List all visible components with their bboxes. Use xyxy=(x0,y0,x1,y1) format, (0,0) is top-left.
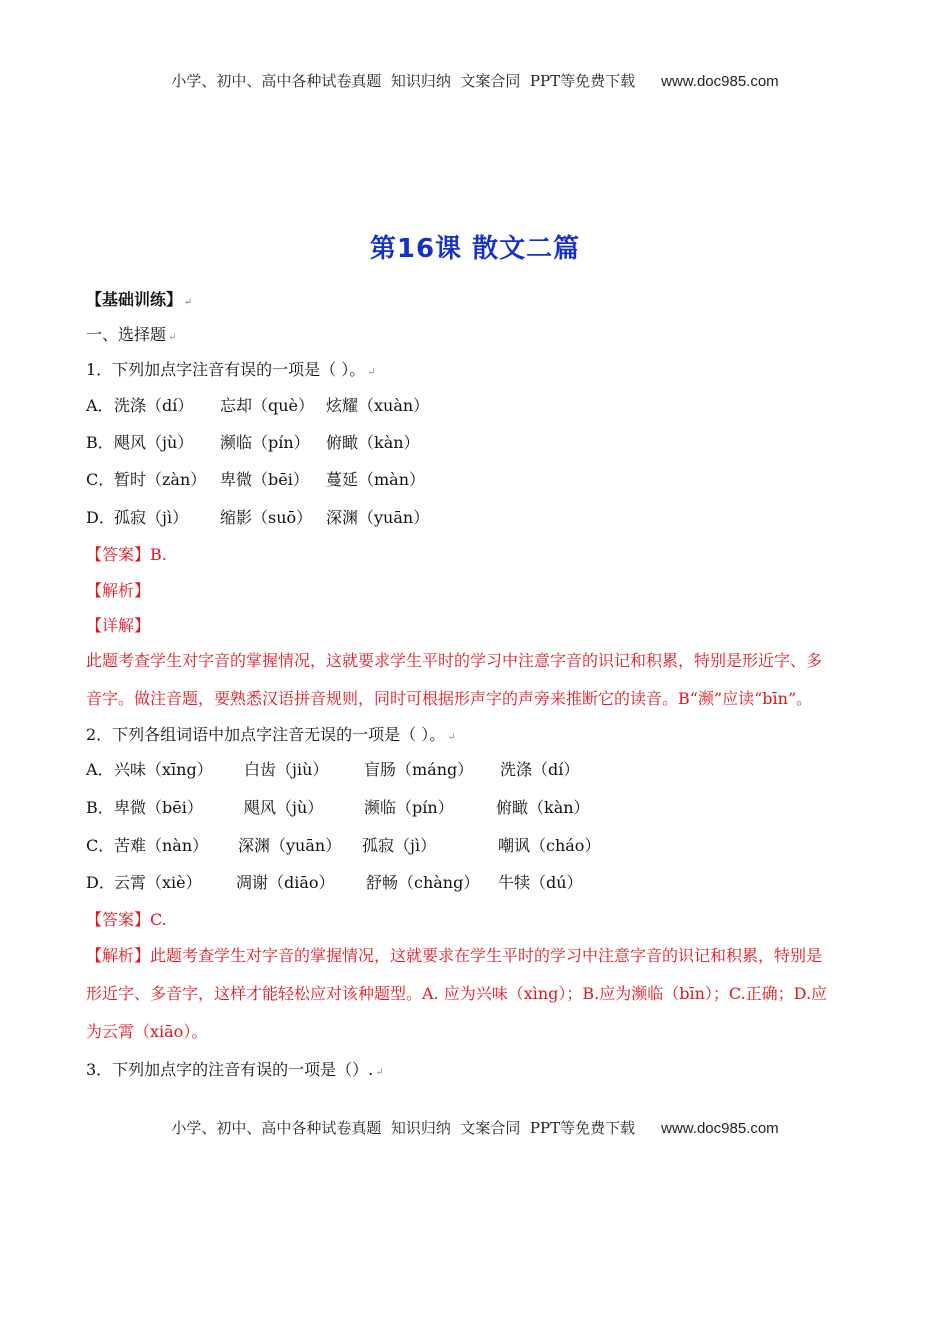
page-title: 第16课 散文二篇 xyxy=(369,234,581,264)
q1-detail-line-1: 此题考查学生对字音的掌握情况，这就要求学生平时的学习中注意字音的识记和积累，特别是形近字、多 xyxy=(86,651,823,670)
q2-stem: 2．下列各组词语中加点字注音无误的一项是（ ）。 ↵ xyxy=(86,725,456,744)
q2-analysis-line-3: 为云霄（xiāo）。 xyxy=(86,1022,208,1041)
q2-analysis-line-2: 形近字、多音字，这样才能轻松应对该种题型。A. 应为兴味（xìng）；B.应为濒临（bīn）；C.正确；D.应 xyxy=(86,984,828,1003)
q3-stem: 3．下列加点字的注音有误的一项是（）. ↵ xyxy=(86,1060,384,1079)
q1-option-c: C． 暂时（zàn） 卑微（bēi） 蔓延（màn） xyxy=(86,470,426,489)
part-heading: 一、选择题 ↵ xyxy=(86,325,177,344)
q2-option-d: D． 云霄（xiè） 凋谢（diāo） 舒畅（chàng） 牛犊（dú） xyxy=(86,873,583,892)
q1-option-d: D． 孤寂（jì） 缩影（suō） 深渊（yuān） xyxy=(86,508,430,527)
footer-text: 小学、初中、高中各种试卷真题 知识归纳 文案合同 PPT等免费下载 xyxy=(171,1119,636,1137)
header-url[interactable]: www.doc985.com xyxy=(661,73,779,90)
section-heading: 【基础训练】 ↵ xyxy=(86,290,193,309)
page-footer xyxy=(0,1117,950,1138)
page-header xyxy=(0,70,950,91)
q1-analysis: 【解析】 xyxy=(86,581,151,600)
footer-url[interactable]: www.doc985.com xyxy=(661,1120,779,1137)
q1-option-b: B． 飓风（jù） 濒临（pín） 俯瞰（kàn） xyxy=(86,433,420,452)
q2-answer: 【答案】C. xyxy=(86,910,167,929)
q1-detail-label: 【详解】 xyxy=(86,616,151,635)
q2-option-b: B． 卑微（bēi） 飓风（jù） 濒临（pín） 俯瞰（kàn） xyxy=(86,798,590,817)
q2-analysis-line-1: 【解析】此题考查学生对字音的掌握情况，这就要求在学生平时的学习中注意字音的识记和积累，特别是 xyxy=(86,946,823,965)
header-text: 小学、初中、高中各种试卷真题 知识归纳 文案合同 PPT等免费下载 xyxy=(171,72,636,90)
q1-option-a: A． 洗涤（dí） 忘却（què） 炫耀（xuàn） xyxy=(86,396,430,415)
q1-stem: 1．下列加点字注音有误的一项是（ ）。 ↵ xyxy=(86,360,376,379)
q2-option-a: A． 兴味（xīng） 白齿（jiù） 盲肠（máng） 洗涤（dí） xyxy=(86,760,580,779)
q1-detail-line-2: 音字。做注音题，要熟悉汉语拼音规则，同时可根据形声字的声旁来推断它的读音。B“濒”应读“bīn”。 xyxy=(86,689,813,708)
q2-option-c: C． 苦难（nàn） 深渊（yuān） 孤寂（jì） 嘲讽（cháo） xyxy=(86,836,601,855)
q1-answer: 【答案】B. xyxy=(86,545,167,564)
